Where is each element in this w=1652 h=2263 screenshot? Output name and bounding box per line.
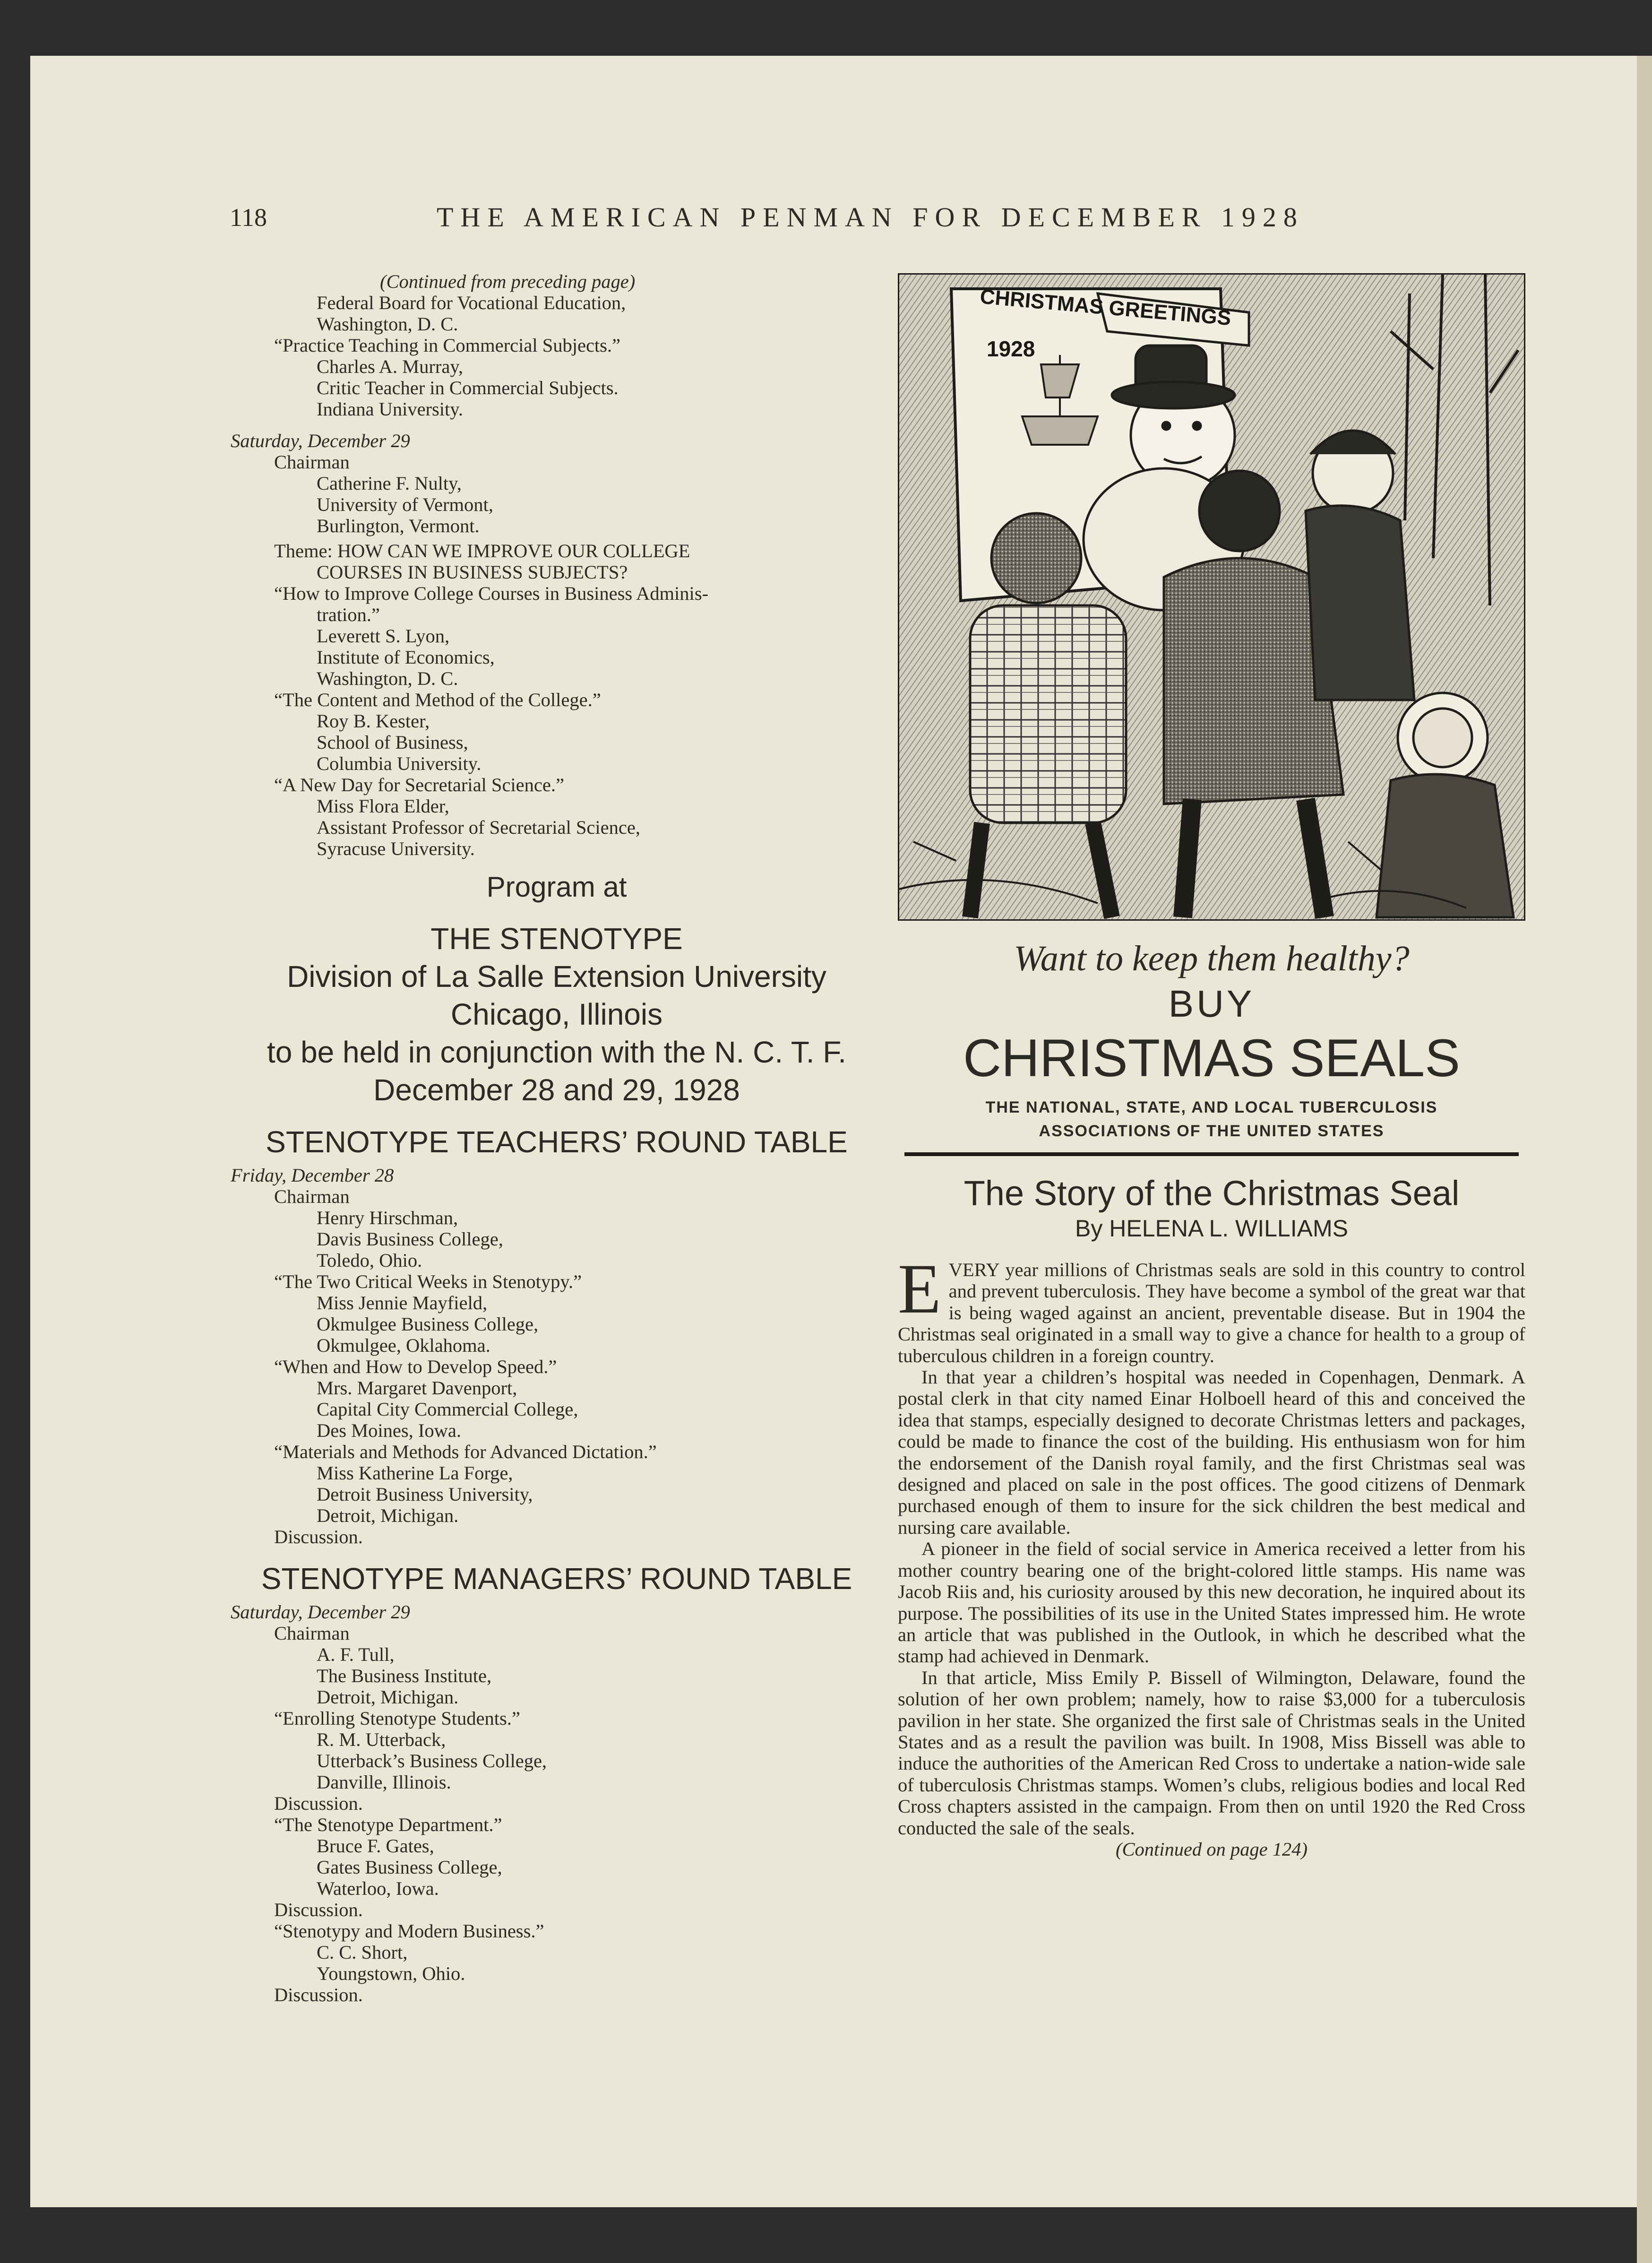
discussion: Discussion. [274,1793,363,1814]
discussion: Discussion. [274,1984,363,2005]
text-line: Institute of Economics, [317,647,495,668]
seal-tagline: Want to keep them healthy? [1014,939,1410,978]
division-heading: Division of La Salle Extension University [287,959,826,993]
dates-heading: December 28 and 29, 1928 [373,1073,740,1107]
paragraph: A pioneer in the field of social service in America received a letter from his mother country bearing one of the bright-colored little stamps. His name was Jacob Riis and, his curiosity aroused by this new decoration, he inquired about its purpose. The possibilities of its use in the United States impressed him. He wrote an article that was published in the Outlook, in which he described what the stamp had achieved in Denmark. [898,1538,1525,1667]
left-column [231,271,883,2005]
speaker: Charles A. Murray, [317,356,464,377]
text-line: Washington, D. C. [317,668,458,689]
story-body [898,1250,1525,1860]
text-line: Youngstown, Ohio. [317,1963,465,1984]
continued-footer: (Continued on page 124) [1115,1838,1308,1860]
poster-greeting: CHRISTMAS GREETINGS [979,285,1232,330]
text-line: Syracuse University. [317,838,475,859]
session-date: Saturday, December 29 [231,430,410,451]
talk-title: “Stenotypy and Modern Business.” [274,1920,544,1942]
text-line: Davis Business College, [317,1228,503,1250]
text-line: Capital City Commercial College, [317,1399,578,1420]
christmas-seals-heading: CHRISTMAS SEALS [963,1028,1460,1088]
right-column [898,273,1525,1860]
speaker: Catherine F. Nulty, [317,473,462,494]
paragraph: VERY year millions of Christmas seals are sold in this country to control and prevent tuberculosis. They have become a symbol of the great war that is being waged against an ancient, preventable disease. But in 1904 the Christmas seal originated in a small way to give a chance for health to a group of tuberculous children in a foreign country. [898,1259,1525,1366]
city-heading: Chicago, Illinois [450,997,663,1031]
session-date: Friday, December 28 [231,1165,394,1186]
text-line: Gates Business College, [317,1857,502,1878]
paragraph: In that year a children’s hospital was needed in Copenhagen, Denmark. A postal clerk in that city named Einar Holboell heard of this and conceived the idea that stamps, especially designed to decorate Christmas letters and packages, could be made to finance the cost of the building. His enthusiasm won for him the endorsement of the Danish royal family, and the first Christmas seal was designed and placed on sale in the post offices. The good citizens of Denmark purchased enough of them to insure for the sick children the best medical and nursing care available. [898,1366,1525,1538]
paragraph: In that article, Miss Emily P. Bissell of Wilmington, Delaware, found the solution of her own problem; namely, how to raise $3,000 for a tuberculosis pavilion in her state. She organized the first sale of Christmas seals in the United States and as a result the pavilion was built. In 1908, Miss Bissell was able to induce the authorities of the American Red Cross to undertake a nation-wide sale of tuberculosis Christmas stamps. Women’s clubs, religious bodies and local Red Cross chapters assisted in the campaign. From then on until 1920 the Red Cross conducted the sale of the seals. [898,1667,1525,1839]
text-line: Okmulgee Business College, [317,1313,539,1335]
story-title: The Story of the Christmas Seal [964,1174,1460,1213]
speaker: Miss Katherine La Forge, [317,1462,513,1484]
theme: COURSES IN BUSINESS SUBJECTS? [317,561,628,583]
page-number: 118 [230,203,267,232]
text-line: Detroit, Michigan. [317,1505,459,1526]
text-line: Indiana University. [317,398,464,420]
speaker: Miss Jennie Mayfield, [317,1292,488,1313]
text-line: Washington, D. C. [317,313,458,335]
managers-round-table-title: STENOTYPE MANAGERS’ ROUND TABLE [261,1562,852,1596]
speaker: A. F. Tull, [317,1644,395,1665]
christmas-illustration [898,273,1525,921]
theme: Theme: HOW CAN WE IMPROVE OUR COLLEGE [274,540,690,561]
talk-title: “The Two Critical Weeks in Stenotypy.” [274,1271,582,1292]
discussion: Discussion. [274,1899,363,1920]
text-line: Assistant Professor of Secretarial Science, [317,817,640,838]
text-line: Federal Board for Vocational Education, [317,292,626,313]
byline: By HELENA L. WILLIAMS [1075,1215,1348,1242]
facing-page-edge [1637,56,1652,2263]
magazine-page [30,56,1637,2207]
speaker: Bruce F. Gates, [317,1835,434,1857]
drop-cap: E [898,1250,941,1328]
running-title: THE AMERICAN PENMAN FOR DECEMBER 1928 [437,202,1304,233]
text-line: School of Business, [317,732,468,753]
stenotype-heading: THE STENOTYPE [430,922,683,956]
continued-note: (Continued from preceding page) [380,271,636,292]
text-line: Detroit Business University, [317,1484,533,1505]
chairman-label: Chairman [274,451,350,473]
snowman-children-drawing [899,275,1524,919]
text-line: Utterback’s Business College, [317,1750,547,1771]
discussion: Discussion. [274,1526,363,1547]
associations-line: ASSOCIATIONS OF THE UNITED STATES [1039,1122,1385,1140]
program-heading: Program at [486,871,627,903]
talk-title: “Materials and Methods for Advanced Dictation.” [274,1441,657,1462]
divider-rule [904,1143,1519,1156]
chairman-label: Chairman [274,1623,350,1644]
speaker: C. C. Short, [317,1942,408,1963]
text-line: Critic Teacher in Commercial Subjects. [317,377,619,398]
talk-title: “The Content and Method of the College.” [274,689,601,710]
speaker: R. M. Utterback, [317,1729,446,1750]
held-heading: to be held in conjunction with the N. C. T. F. [267,1035,847,1069]
text-line: Danville, Illinois. [317,1771,451,1793]
talk-title: “How to Improve College Courses in Business Adminis- [274,583,709,604]
speaker: Henry Hirschman, [317,1207,458,1228]
text-line: Des Moines, Iowa. [317,1420,461,1441]
teachers-round-table-title: STENOTYPE TEACHERS’ ROUND TABLE [266,1125,848,1159]
talk-title: “The Stenotype Department.” [274,1814,502,1835]
text-line: Columbia University. [317,753,482,774]
text-line: Detroit, Michigan. [317,1686,459,1708]
text-line: Okmulgee, Oklahoma. [317,1335,490,1356]
poster-year: 1928 [987,337,1035,361]
speaker: Leverett S. Lyon, [317,625,450,647]
speaker: Miss Flora Elder, [317,795,449,817]
text-line: University of Vermont, [317,494,493,515]
talk-title: “Practice Teaching in Commercial Subjects.” [274,335,621,356]
session-date: Saturday, December 29 [231,1601,410,1623]
text-line: Toledo, Ohio. [317,1250,422,1271]
text-line: The Business Institute, [317,1665,492,1686]
talk-title: “Enrolling Stenotype Students.” [274,1708,520,1729]
chairman-label: Chairman [274,1186,350,1207]
speaker: Roy B. Kester, [317,710,430,732]
text-line: Waterloo, Iowa. [317,1878,439,1899]
speaker: Mrs. Margaret Davenport, [317,1377,517,1399]
talk-title: “When and How to Develop Speed.” [274,1356,557,1377]
talk-title: tration.” [317,604,380,625]
talk-title: “A New Day for Secretarial Science.” [274,774,564,795]
buy-heading: BUY [1168,983,1255,1025]
text-line: Burlington, Vermont. [317,515,480,536]
associations-line: THE NATIONAL, STATE, AND LOCAL TUBERCULOSIS [985,1098,1438,1116]
